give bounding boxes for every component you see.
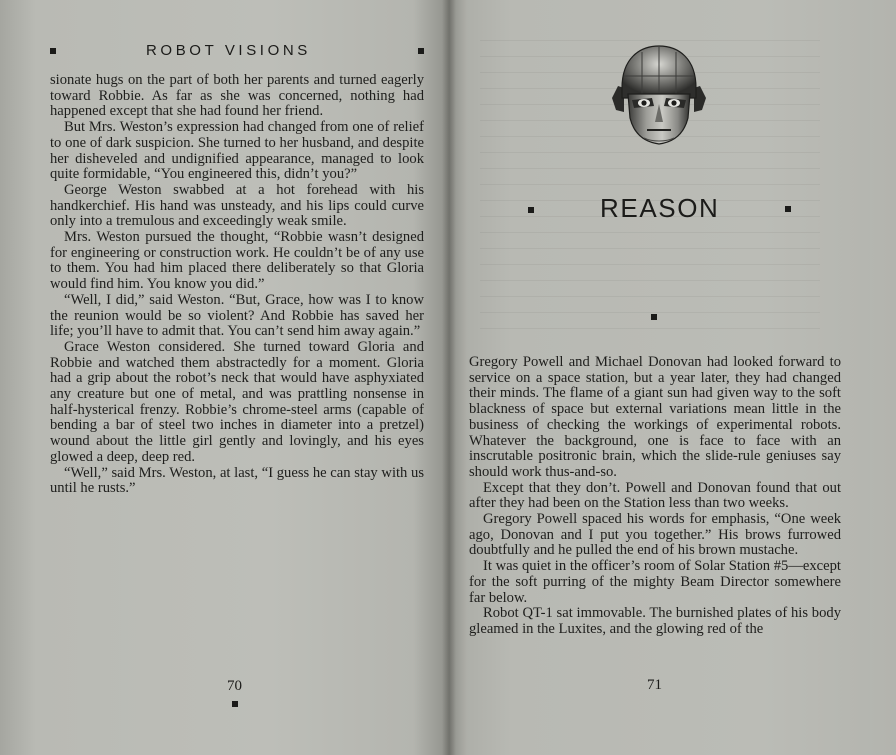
paragraph: Grace Weston considered. She turned toward Gloria and Robbie and watched them abstractedly for a moment. Gloria had a grip about the robot’s neck that would have asphyxiated any creature but one of metal, and was prattling nonsense in half-hysterical frenzy. Robbie’s chrome-steel arms (capable of bending a bar of steel two inches in diameter into a pretzel) wound about the little girl gently and lovingly, and his eyes glowed a deep, deep red. — [50, 338, 424, 465]
paragraph: Mrs. Weston pursued the thought, “Robbie wasn’t designed for engineering or construction work. He couldn’t be of any use to them. You had him placed there deliberately so that Gloria would find him. You know you did.” — [50, 229, 424, 293]
left-page-text — [50, 73, 424, 497]
square-ornament — [785, 206, 791, 212]
paragraph: “Well, I did,” said Weston. “But, Grace, how was I to know the reunion would be so violent? And Robbie has saved her life; you’ll have to admit that. You can’t send him away again.” — [50, 291, 424, 340]
square-ornament — [651, 314, 657, 320]
robot-head-illustration — [604, 38, 714, 148]
square-ornament — [528, 207, 534, 213]
paragraph: But Mrs. Weston’s expression had changed from one of relief to one of dark suspicion. She turned to her husband, and despite her disheveled and undignified appearance, managed to look quite formidable, “You engineered this, didn’t you?” — [50, 119, 424, 183]
paragraph: sionate hugs on the part of both her parents and turned eagerly toward Robbie. As far as she was concerned, nothing had happened except that she had found her friend. — [50, 72, 424, 120]
paragraph: Gregory Powell spaced his words for emphasis, “One week ago, Donovan and I put you together.” His brows furrowed doubtfully and he pulled the end of his brown mustache. — [469, 511, 841, 559]
paragraph: Except that they don’t. Powell and Donovan found that out after they had been on the Station less than two weeks. — [469, 479, 841, 512]
paragraph: George Weston swabbed at a hot forehead with his handkerchief. His hand was unsteady, and his lips could curve only into a tremulous and exceedingly weak smile. — [50, 181, 424, 230]
square-ornament — [418, 48, 424, 54]
book-gutter — [442, 0, 456, 755]
square-ornament — [232, 701, 238, 707]
right-page-text — [469, 355, 841, 638]
square-ornament — [50, 48, 56, 54]
paragraph: “Well,” said Mrs. Weston, at last, “I guess he can stay with us until he rusts.” — [50, 464, 424, 497]
paragraph: It was quiet in the officer’s room of Solar Station #5—except for the soft purring of the mighty Beam Director somewhere far below. — [469, 558, 841, 606]
paragraph: Gregory Powell and Michael Donovan had looked forward to service on a space station, but a year later, they had changed their minds. The flame of a giant sun had given way to the soft blackness of space but external variations mean little in the business of checking the workings of experimental robots. Whatever the background, one is face to face with an inscrutable positronic brain, which the slide-rule geniuses say should work thus-and-so. — [469, 354, 841, 480]
running-head: ROBOT VISIONS — [146, 42, 311, 59]
paragraph: Robot QT-1 sat immovable. The burnished plates of his body gleamed in the Luxites, and the glowing red of the — [469, 605, 841, 637]
chapter-title: REASON — [600, 193, 720, 223]
page-number: 71 — [647, 677, 662, 693]
page-number: 70 — [227, 678, 242, 694]
